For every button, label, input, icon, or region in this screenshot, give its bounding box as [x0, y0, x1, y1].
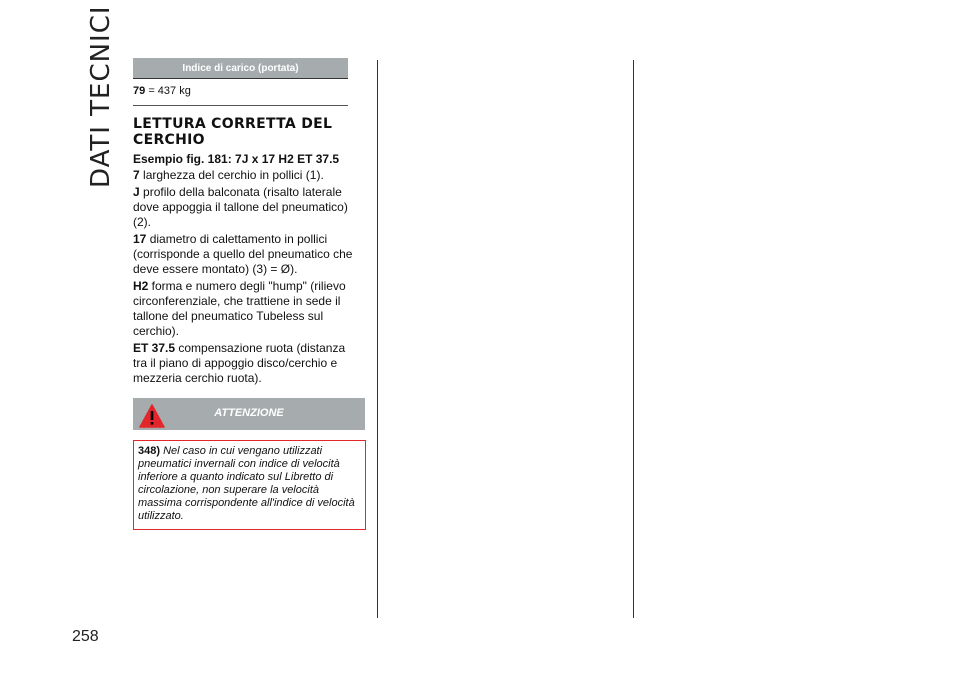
entry-key: ET 37.5 — [133, 341, 176, 355]
entry-text: forma e numero degli "hump" (rilievo circonferenziale, che trattiene in sede il tallone del pneumatico Tubeless sul cerchio). — [133, 279, 346, 338]
left-column — [133, 58, 365, 530]
entry-key: H2 — [133, 279, 149, 293]
warning-label: ATTENZIONE — [214, 407, 284, 419]
entry-2 — [133, 185, 358, 230]
section-title: LETTURA CORRETTA DEL CERCHIO — [133, 116, 333, 148]
entry-text: compensazione ruota (distanza tra il piano di appoggio disco/cerchio e mezzeria cerchio ruota). — [133, 341, 346, 385]
entry-text: larghezza del cerchio in pollici (1). — [139, 168, 324, 182]
entry-1 — [133, 168, 358, 183]
load-index-value: = 437 kg — [148, 85, 191, 97]
entry-key: 17 — [133, 232, 147, 246]
column-divider-2 — [633, 60, 634, 618]
column-divider-1 — [377, 60, 378, 618]
entry-text: diametro di calettamento in pollici (corrisponde a quello del pneumatico che deve essere montato) (3) = Ø). — [133, 232, 353, 276]
warning-text: Nel caso in cui vengano utilizzati pneumatici invernali con indice di velocità inferiore a quanto indicato sul Libretto di circolazione, non superare la velocità massima corrispondente all'indice di velocità utilizzato. — [138, 445, 355, 522]
entry-4 — [133, 279, 358, 339]
entry-key: J — [133, 185, 140, 199]
load-index-header: Indice di carico (portata) — [133, 58, 348, 79]
warning-box — [133, 440, 366, 530]
load-index-row — [133, 79, 348, 106]
load-index-code: 79 — [133, 85, 146, 97]
example-line: Esempio fig. 181: 7J x 17 H2 ET 37.5 — [133, 152, 340, 166]
entry-key: 7 — [133, 168, 140, 182]
chapter-title-text: DATI TECNICI — [86, 5, 116, 188]
entry-3 — [133, 232, 358, 277]
entry-text: profilo della balconata (risalto laterale dove appoggia il tallone del pneumatico) (2). — [133, 185, 348, 229]
page-number: 258 — [72, 628, 99, 645]
warning-bar — [133, 398, 365, 430]
entry-5 — [133, 341, 358, 386]
warning-number: 348) — [138, 445, 161, 457]
chapter-title — [68, 5, 128, 190]
